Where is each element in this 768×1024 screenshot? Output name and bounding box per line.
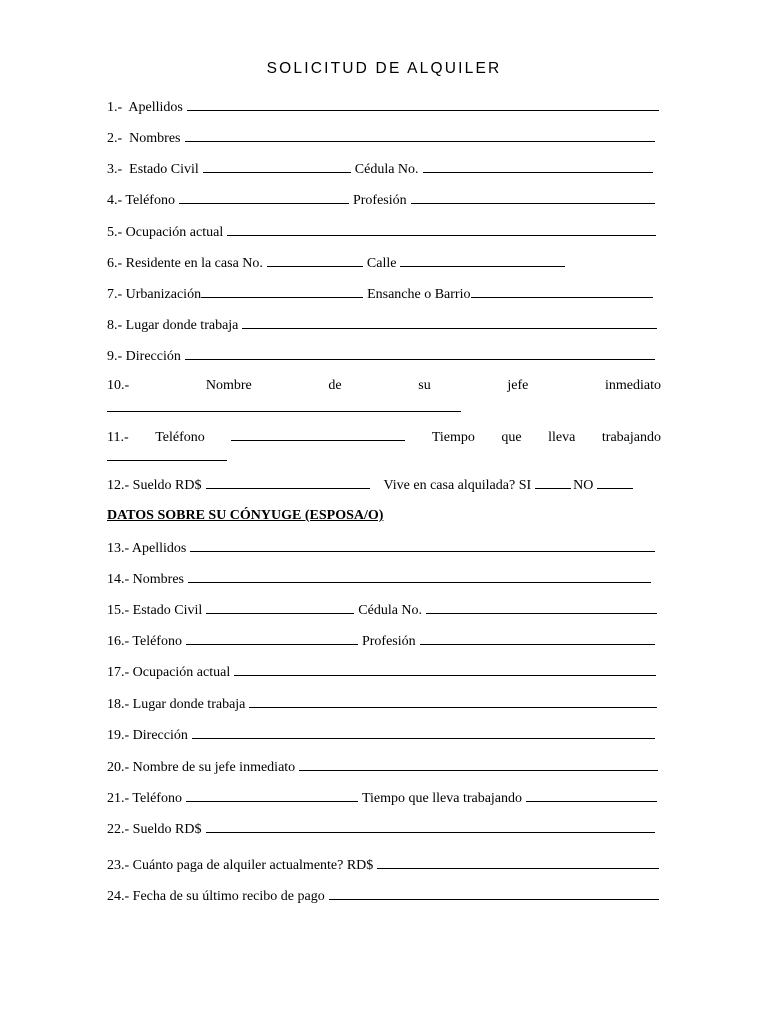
field-label-apellidos: 1.- Apellidos [107, 100, 183, 115]
field-10-word: jefe [507, 378, 529, 393]
field-label-urbanizacion: 7.- Urbanización [107, 287, 202, 302]
field-row-conyuge-telefono-tiempo [107, 787, 659, 807]
field-11-word: lleva [548, 430, 576, 445]
conyuge-cedula-blank[interactable] [426, 599, 657, 614]
urbanizacion-blank[interactable] [201, 283, 363, 298]
field-row-direccion [107, 345, 657, 365]
field-row-alquiler-actual [107, 854, 661, 874]
field-label-conyuge-direccion: 19.- Dirección [107, 728, 188, 743]
field-row-conyuge-sueldo [107, 818, 657, 838]
field-row-nombres [107, 127, 657, 147]
conyuge-direccion-blank[interactable] [192, 724, 655, 739]
field-label-conyuge-cedula: Cédula No. [358, 603, 423, 618]
field-row-ultimo-recibo [107, 885, 661, 905]
calle-blank[interactable] [400, 252, 565, 267]
field-10-word: su [418, 378, 431, 393]
field-label-vive-alquilada: Vive en casa alquilada? SI [383, 478, 532, 493]
conyuge-telefono-trabajo-blank[interactable] [186, 787, 358, 802]
field-row-telefono-tiempo [107, 426, 661, 446]
conyuge-sueldo-blank[interactable] [206, 818, 656, 833]
field-row-apellidos [107, 96, 661, 116]
field-label-direccion: 9.- Dirección [107, 349, 181, 364]
field-row-conyuge-estado-civil [107, 599, 659, 619]
telefono-trabajo-blank[interactable] [231, 426, 405, 441]
field-11-word: Teléfono [155, 430, 205, 445]
field-row-jefe [107, 376, 661, 396]
field-row-estado-civil [107, 158, 655, 178]
field-row-conyuge-ocupacion [107, 661, 658, 681]
conyuge-jefe-blank[interactable] [299, 756, 658, 771]
lugar-trabajo-blank[interactable] [242, 314, 657, 329]
field-label-no: NO [573, 478, 594, 493]
field-11-word: que [501, 430, 522, 445]
field-row-conyuge-nombres [107, 568, 653, 588]
field-row-conyuge-apellidos [107, 537, 657, 557]
field-10-word: 10.- [107, 378, 130, 393]
field-label-telefono: 4.- Teléfono [107, 193, 175, 208]
no-checkbox-blank[interactable] [597, 474, 633, 489]
field-label-conyuge-apellidos: 13.- Apellidos [107, 541, 187, 556]
field-label-conyuge-ocupacion: 17.- Ocupación actual [107, 665, 231, 680]
alquiler-actual-blank[interactable] [377, 854, 659, 869]
field-label-conyuge-profesion: Profesión [361, 634, 416, 649]
form-title: SOLICITUD DE ALQUILER [266, 60, 502, 77]
field-label-nombres: 2.- Nombres [107, 131, 181, 146]
spouse-section-heading: DATOS SOBRE SU CÓNYUGE (ESPOSA/O) [107, 508, 384, 523]
tiempo-trabajando-blank[interactable] [107, 459, 227, 461]
conyuge-tiempo-blank[interactable] [526, 787, 657, 802]
field-row-ocupacion [107, 221, 658, 241]
field-10-word: inmediato [605, 378, 661, 393]
conyuge-apellidos-blank[interactable] [190, 537, 655, 552]
casa-no-blank[interactable] [267, 252, 363, 267]
ultimo-recibo-blank[interactable] [329, 885, 659, 900]
field-label-sueldo: 12.- Sueldo RD$ [107, 478, 202, 493]
barrio-blank[interactable] [471, 283, 654, 298]
field-label-residente: 6.- Residente en la casa No. [107, 256, 263, 271]
conyuge-lugar-trabajo-blank[interactable] [249, 693, 657, 708]
field-row-urbanizacion [107, 283, 655, 303]
field-10-word: Nombre [205, 378, 252, 393]
sueldo-blank[interactable] [206, 474, 370, 489]
telefono-blank[interactable] [179, 189, 349, 204]
field-row-residente [107, 252, 567, 272]
field-row-lugar-trabajo [107, 314, 659, 334]
conyuge-nombres-blank[interactable] [188, 568, 651, 583]
field-label-conyuge-estado-civil: 15.- Estado Civil [107, 603, 203, 618]
field-11-word: 11.- [107, 430, 129, 445]
conyuge-estado-civil-blank[interactable] [206, 599, 354, 614]
si-checkbox-blank[interactable] [535, 474, 571, 489]
nombres-blank[interactable] [185, 127, 656, 142]
field-label-conyuge-sueldo: 22.- Sueldo RD$ [107, 822, 202, 837]
field-label-barrio: Ensanche o Barrio [367, 287, 471, 302]
field-label-alquiler-actual: 23.- Cuánto paga de alquiler actualmente? RD$ [107, 858, 374, 873]
field-label-profesion: Profesión [352, 193, 407, 208]
field-row-sueldo [107, 474, 661, 494]
field-row-telefono [107, 189, 657, 209]
field-10-word: de [328, 378, 342, 393]
field-label-conyuge-lugar-trabajo: 18.- Lugar donde trabaja [107, 697, 246, 712]
field-label-lugar-trabajo: 8.- Lugar donde trabaja [107, 318, 239, 333]
field-label-calle: Calle [366, 256, 397, 271]
direccion-blank[interactable] [185, 345, 655, 360]
jefe-blank[interactable] [107, 410, 461, 412]
conyuge-telefono-blank[interactable] [186, 630, 358, 645]
ocupacion-blank[interactable] [227, 221, 656, 236]
field-11-word: Tiempo [431, 430, 475, 445]
apellidos-blank[interactable] [187, 96, 659, 111]
field-row-conyuge-telefono [107, 630, 657, 650]
estado-civil-blank[interactable] [203, 158, 351, 173]
cedula-blank[interactable] [423, 158, 653, 173]
profesion-blank[interactable] [411, 189, 655, 204]
field-label-ultimo-recibo: 24.- Fecha de su último recibo de pago [107, 889, 325, 904]
field-11-word: trabajando [601, 430, 661, 445]
field-row-conyuge-lugar-trabajo [107, 693, 659, 713]
field-label-conyuge-telefono-2: 21.- Teléfono [107, 791, 182, 806]
field-label-cedula: Cédula No. [354, 162, 419, 177]
field-label-conyuge-telefono: 16.- Teléfono [107, 634, 182, 649]
conyuge-profesion-blank[interactable] [420, 630, 655, 645]
conyuge-ocupacion-blank[interactable] [234, 661, 656, 676]
field-label-ocupacion: 5.- Ocupación actual [107, 225, 224, 240]
field-label-estado-civil: 3.- Estado Civil [107, 162, 199, 177]
field-row-conyuge-jefe [107, 756, 660, 776]
field-label-conyuge-nombres: 14.- Nombres [107, 572, 184, 587]
field-row-conyuge-direccion [107, 724, 657, 744]
field-label-conyuge-jefe: 20.- Nombre de su jefe inmediato [107, 760, 296, 775]
field-label-conyuge-tiempo: Tiempo que lleva trabajando [361, 791, 523, 806]
